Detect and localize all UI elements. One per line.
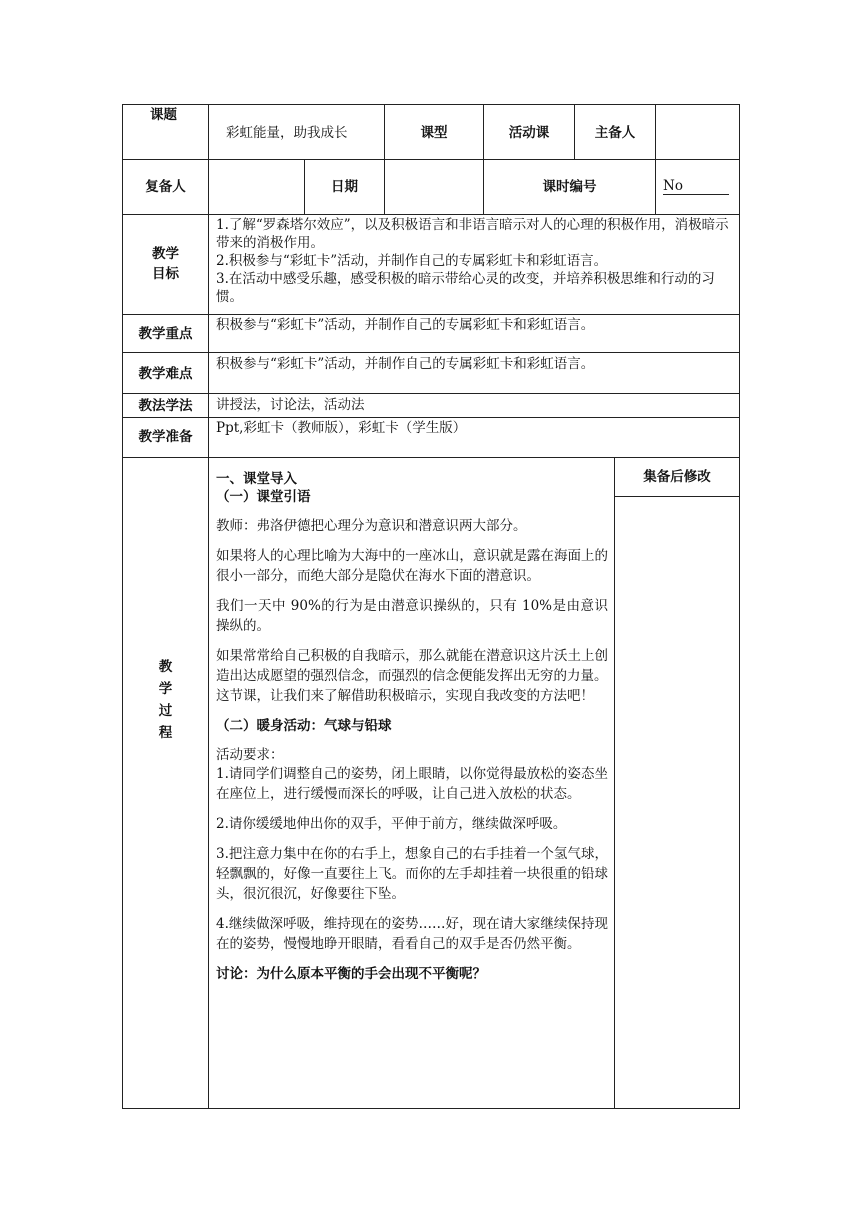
methods-label: 教法学法 bbox=[138, 398, 193, 414]
table-rule bbox=[384, 104, 385, 215]
table-rule bbox=[122, 457, 740, 458]
topic-label: 课题 bbox=[150, 107, 177, 123]
table-rule bbox=[122, 417, 740, 418]
lesson-type-label: 课型 bbox=[420, 125, 448, 141]
section-heading: 一、课堂导入 bbox=[216, 471, 297, 487]
objectives-label-line1: 教学 bbox=[152, 246, 179, 262]
process-label-char: 程 bbox=[158, 725, 173, 741]
discussion-question: 讨论：为什么原本平衡的手会出现不平衡呢？ bbox=[216, 966, 486, 982]
table-rule bbox=[122, 159, 740, 160]
paragraph: 如果将人的心理比喻为大海中的一座冰山，意识就是露在海面上的很小一部分，而绝大部分是隐伏在海水下面的潜意识。 bbox=[216, 548, 608, 584]
table-rule bbox=[614, 496, 740, 497]
process-label bbox=[122, 656, 209, 744]
table-border-bottom bbox=[122, 1108, 740, 1109]
table-rule bbox=[614, 457, 615, 1109]
process-label-char: 学 bbox=[158, 681, 173, 697]
table-border-right bbox=[739, 104, 740, 1109]
table-border-top bbox=[122, 104, 740, 105]
key-point-content: 积极参与“彩虹卡”活动，并制作自己的专属彩虹卡和彩虹语言。 bbox=[216, 317, 595, 333]
paragraph: 这节课，让我们来了解借助积极暗示，实现自我改变的方法吧！ bbox=[216, 688, 594, 704]
table-rule bbox=[122, 214, 740, 215]
table-rule bbox=[122, 314, 740, 315]
subsection-heading: （二）暖身活动：气球与铅球 bbox=[216, 718, 392, 734]
process-label-char: 过 bbox=[158, 703, 173, 719]
table-rule bbox=[122, 393, 740, 394]
main-preparer-label: 主备人 bbox=[594, 125, 636, 141]
activity-step: 2.请你缓缓地伸出你的双手，平伸于前方，继续做深呼吸。 bbox=[216, 816, 567, 832]
table-rule bbox=[122, 352, 740, 353]
table-rule bbox=[483, 104, 484, 215]
topic-value: 彩虹能量，助我成长 bbox=[226, 125, 348, 141]
lesson-type-value: 活动课 bbox=[508, 125, 550, 141]
lesson-number-label: 课时编号 bbox=[542, 179, 597, 195]
preparation-label: 教学准备 bbox=[138, 429, 193, 445]
objective-item: 2.积极参与“彩虹卡”活动，并制作自己的专属彩虹卡和彩虹语言。 bbox=[216, 253, 608, 269]
paragraph: 我们一天中 90%的行为是由潜意识操纵的，只有 10%是由意识操纵的。 bbox=[216, 598, 608, 634]
lesson-number-field: No bbox=[663, 178, 729, 195]
objectives-content bbox=[216, 216, 734, 306]
paragraph: 如果常常给自己积极的自我暗示，那么就能在潜意识这片沃土上创造出达成愿望的强烈信念，而强烈的信念便能发挥出无穷的力量。 bbox=[216, 648, 608, 684]
objective-item: 1.了解“罗森塔尔效应”，以及积极语言和非语言暗示对人的心理的积极作用，消极暗示带来的消极作用。 bbox=[216, 217, 729, 251]
objectives-label-line2: 目标 bbox=[152, 266, 179, 282]
subsection-heading: （一）课堂引语 bbox=[216, 489, 311, 505]
activity-step: 4.继续做深呼吸，维持现在的姿势……好，现在请大家继续保持现在的姿势，慢慢地睁开眼睛，看看自己的双手是否仍然平衡。 bbox=[216, 916, 608, 952]
difficulty-content: 积极参与“彩虹卡”活动，并制作自己的专属彩虹卡和彩虹语言。 bbox=[216, 356, 595, 372]
date-label: 日期 bbox=[331, 179, 358, 195]
key-point-label: 教学重点 bbox=[138, 326, 193, 342]
table-rule bbox=[655, 104, 656, 215]
process-content bbox=[216, 470, 608, 984]
revision-column-header: 集备后修改 bbox=[643, 469, 711, 485]
activity-step: 3.把注意力集中在你的右手上，想象自己的右手挂着一个氢气球，轻飘飘的，好像一直要往上飞。而你的左手却挂着一块很重的铅球头，很沉很沉，好像要往下坠。 bbox=[216, 846, 608, 902]
co-preparer-label: 复备人 bbox=[145, 179, 186, 195]
table-rule bbox=[208, 457, 209, 1109]
methods-content: 讲授法，讨论法，活动法 bbox=[216, 397, 365, 413]
objective-item: 3.在活动中感受乐趣，感受积极的暗示带给心灵的改变，并培养积极思维和行动的习惯。 bbox=[216, 271, 715, 305]
paragraph: 活动要求： bbox=[216, 747, 284, 763]
preparation-content: Ppt,彩虹卡（教师版），彩虹卡（学生版） bbox=[216, 420, 467, 436]
activity-step: 1.请同学们调整自己的姿势，闭上眼睛，以你觉得最放松的姿态坐在座位上，进行缓慢而深长的呼吸，让自己进入放松的状态。 bbox=[216, 766, 608, 802]
process-label-char: 教 bbox=[158, 659, 173, 675]
paragraph: 教师：弗洛伊德把心理分为意识和潜意识两大部分。 bbox=[216, 518, 527, 534]
difficulty-label: 教学难点 bbox=[138, 366, 193, 382]
